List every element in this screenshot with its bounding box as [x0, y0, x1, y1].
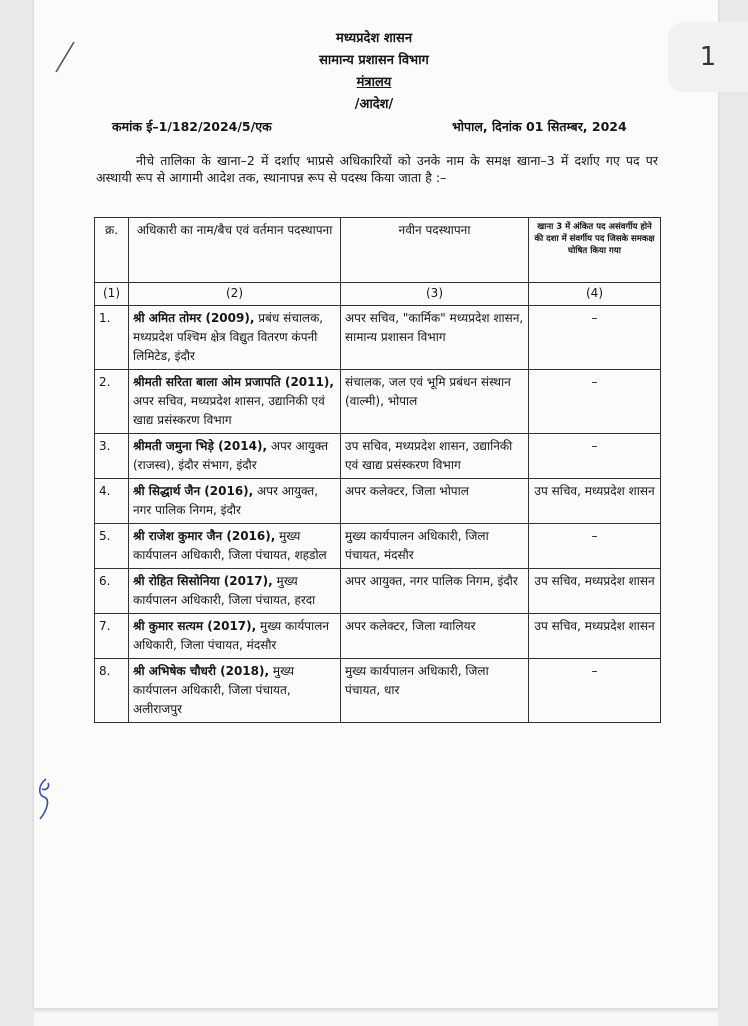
officer-cell: [129, 569, 341, 614]
table-header-row: [95, 218, 661, 283]
header-government: मध्यप्रदेश शासन: [335, 31, 413, 46]
row-sno: 5.: [95, 524, 129, 569]
col-number-4: (4): [529, 283, 661, 306]
current-posting: मुख्य कार्यपालन अधिकारी, जिला पंचायत, मंदसौर: [133, 619, 330, 652]
new-posting: अपर सचिव, "कार्मिक" मध्यप्रदेश शासन, सामान्य प्रशासन विभाग: [341, 306, 529, 370]
order-date: भोपाल, दिनांक 01 सितम्बर, 2024: [452, 119, 627, 134]
row-sno: 6.: [95, 569, 129, 614]
header-equivalent: खाना 3 में अंकित पद असंवर्गीय होने की दशा में संवर्गीय पद जिसके समकक्ष घोषित किया गया: [529, 218, 661, 283]
equivalent-post: –: [529, 524, 661, 569]
current-posting: अपर सचिव, मध्यप्रदेश शासन, उद्यानिकी एवं खाद्य प्रसंस्करण विभाग: [133, 394, 325, 427]
table-row: [95, 569, 661, 614]
new-posting: अपर आयुक्त, नगर पालिक निगम, इंदौर: [341, 569, 529, 614]
col-number-1: (1): [95, 283, 129, 306]
table-row: [95, 434, 661, 479]
new-posting: मुख्य कार्यपालन अधिकारी, जिला पंचायत, मंदसौर: [341, 524, 529, 569]
new-posting: अपर कलेक्टर, जिला भोपाल: [341, 479, 529, 524]
row-sno: 8.: [95, 659, 129, 723]
table-row: [95, 614, 661, 659]
row-sno: 3.: [95, 434, 129, 479]
current-posting: मुख्य कार्यपालन अधिकारी, जिला पंचायत, अलीराजपुर: [133, 664, 295, 716]
current-posting: अपर आयुक्त (राजस्व), इंदौर संभाग, इंदौर: [133, 439, 329, 472]
officer-cell: [129, 659, 341, 723]
current-posting: मुख्य कार्यपालन अधिकारी, जिला पंचायत, शहडोल: [133, 529, 327, 562]
row-sno: 2.: [95, 370, 129, 434]
header-new-posting: नवीन पदस्थापना: [341, 218, 529, 283]
officer-cell: [129, 614, 341, 659]
new-posting: मुख्य कार्यपालन अधिकारी, जिला पंचायत, धार: [341, 659, 529, 723]
table-row: [95, 306, 661, 370]
row-sno: 7.: [95, 614, 129, 659]
table-row: [95, 479, 661, 524]
current-posting: अपर आयुक्त, नगर पालिक निगम, इंदौर: [133, 484, 319, 517]
margin-signature: [34, 775, 54, 823]
officer-cell: [129, 434, 341, 479]
equivalent-post: –: [529, 370, 661, 434]
officer-name: श्री अमित तोमर (2009),: [133, 311, 255, 325]
col-number-2: (2): [129, 283, 341, 306]
row-sno: 1.: [95, 306, 129, 370]
current-posting: प्रबंध संचालक, मध्यप्रदेश पश्चिम क्षेत्र विद्युत वितरण कंपनी लिमिटेड, इंदौर: [133, 311, 324, 363]
page-number-badge: 1: [668, 22, 748, 92]
current-posting: मुख्य कार्यपालन अधिकारी, जिला पंचायत, हरदा: [133, 574, 316, 607]
table-row: [95, 524, 661, 569]
new-posting: अपर कलेक्टर, जिला ग्वालियर: [341, 614, 529, 659]
officer-name: श्रीमती जमुना भिड़े (2014),: [133, 439, 267, 453]
officer-cell: [129, 370, 341, 434]
new-posting: उप सचिव, मध्यप्रदेश शासन, उद्यानिकी एवं खाद्य प्रसंस्करण विभाग: [341, 434, 529, 479]
table-row: [95, 659, 661, 723]
officer-cell: [129, 306, 341, 370]
equivalent-post: –: [529, 434, 661, 479]
officer-name: श्रीमती सरिता बाला ओम प्रजापति (2011),: [133, 375, 334, 389]
row-sno: 4.: [95, 479, 129, 524]
header-mantralaya: मंत्रालय: [356, 75, 392, 90]
officer-cell: [129, 479, 341, 524]
officer-name: श्री राजेश कुमार जैन (2016),: [133, 529, 276, 543]
column-number-row: [95, 283, 661, 306]
header-officer: अधिकारी का नाम/बैच एवं वर्तमान पदस्थापना: [129, 218, 341, 283]
equivalent-post: उप सचिव, मध्यप्रदेश शासन: [529, 479, 661, 524]
intro-paragraph: नीचे तालिका के खाना–2 में दर्शाए भाप्रसे अधिकारियों को उनके नाम के समक्ष खाना–3 में दर्शाए गए पद पर अस्थायी रूप से आगामी आदेश तक, स्थानापन्न रूप से पदस्थ किया जाता है :–: [96, 153, 658, 185]
officer-name: श्री रोहित सिसोनिया (2017),: [133, 574, 273, 588]
table-row: [95, 370, 661, 434]
equivalent-post: –: [529, 306, 661, 370]
col-number-3: (3): [341, 283, 529, 306]
order-number: कमांक ई–1/182/2024/5/एक: [112, 119, 272, 134]
officer-name: श्री कुमार सत्यम (2017),: [133, 619, 257, 633]
new-posting: संचालक, जल एवं भूमि प्रबंधन संस्थान (वाल्मी), भोपाल: [341, 370, 529, 434]
equivalent-post: –: [529, 659, 661, 723]
equivalent-post: उप सचिव, मध्यप्रदेश शासन: [529, 569, 661, 614]
header-department: सामान्य प्रशासन विभाग: [319, 53, 429, 68]
posting-table: [94, 217, 661, 723]
officer-name: श्री अभिषेक चौधरी (2018),: [133, 664, 270, 678]
officer-name: श्री सिद्धार्थ जैन (2016),: [133, 484, 254, 498]
equivalent-post: उप सचिव, मध्यप्रदेश शासन: [529, 614, 661, 659]
header-sno: क्र.: [95, 218, 129, 283]
officer-cell: [129, 524, 341, 569]
header-order: /आदेश/: [354, 97, 394, 112]
